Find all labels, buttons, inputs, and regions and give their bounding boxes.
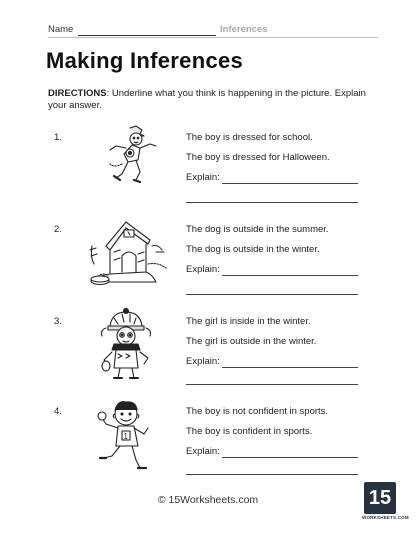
answer-option-1[interactable]: The girl is inside in the winter. [186,316,311,327]
directions-label: DIRECTIONS [48,88,107,99]
doghouse-icon [86,216,174,288]
explain-label: Explain: [186,446,220,457]
explain-answer-line[interactable] [222,457,358,458]
boy-costume-icon [100,124,162,190]
boy-sports-icon [96,398,156,474]
explain-answer-line-2[interactable] [186,294,358,295]
explain-label: Explain: [186,172,220,183]
explain-label: Explain: [186,356,220,367]
page-title: Making Inferences [46,48,244,73]
header-divider [48,37,378,38]
question-3 [0,312,416,402]
explain-answer-line[interactable] [222,367,358,368]
girl-winter-icon [96,308,154,384]
answer-option-2[interactable]: The boy is dressed for Halloween. [186,152,330,163]
question-4 [0,402,416,492]
answer-option-2[interactable]: The boy is confident in sports. [186,426,313,437]
explain-answer-line-2[interactable] [186,202,358,203]
question-1 [0,124,416,214]
question-2 [0,220,416,310]
answer-option-2[interactable]: The girl is outside in the winter. [186,336,317,347]
directions-text: : Underline what you think is happening in the picture. Explain your answer. [48,88,366,111]
directions [48,88,373,112]
topic-label: Inferences [220,24,268,35]
explain-answer-line[interactable] [222,183,358,184]
explain-answer-line-2[interactable] [186,474,358,475]
footer-copyright: © 15Worksheets.com [157,494,259,506]
question-number: 3. [54,316,62,327]
question-number: 1. [54,132,62,143]
header [48,22,378,38]
answer-option-1[interactable]: The boy is dressed for school. [186,132,313,143]
explain-answer-line[interactable] [222,275,358,276]
name-label: Name [48,24,74,35]
question-number: 4. [54,406,62,417]
worksheets-logo [362,482,409,524]
answer-option-1[interactable]: The boy is not confident in sports. [186,406,329,417]
question-number: 2. [54,224,62,235]
answer-option-1[interactable]: The dog is outside in the summer. [186,224,329,235]
answer-option-2[interactable]: The dog is outside in the winter. [186,244,320,255]
explain-label: Explain: [186,264,220,275]
footer [0,494,416,514]
logo-word: WORKSHEETS.COM [362,515,409,520]
svg-text:1: 1 [123,432,128,441]
explain-answer-line-2[interactable] [186,384,358,385]
name-line[interactable] [78,35,216,36]
logo-number: 15 [364,482,396,514]
